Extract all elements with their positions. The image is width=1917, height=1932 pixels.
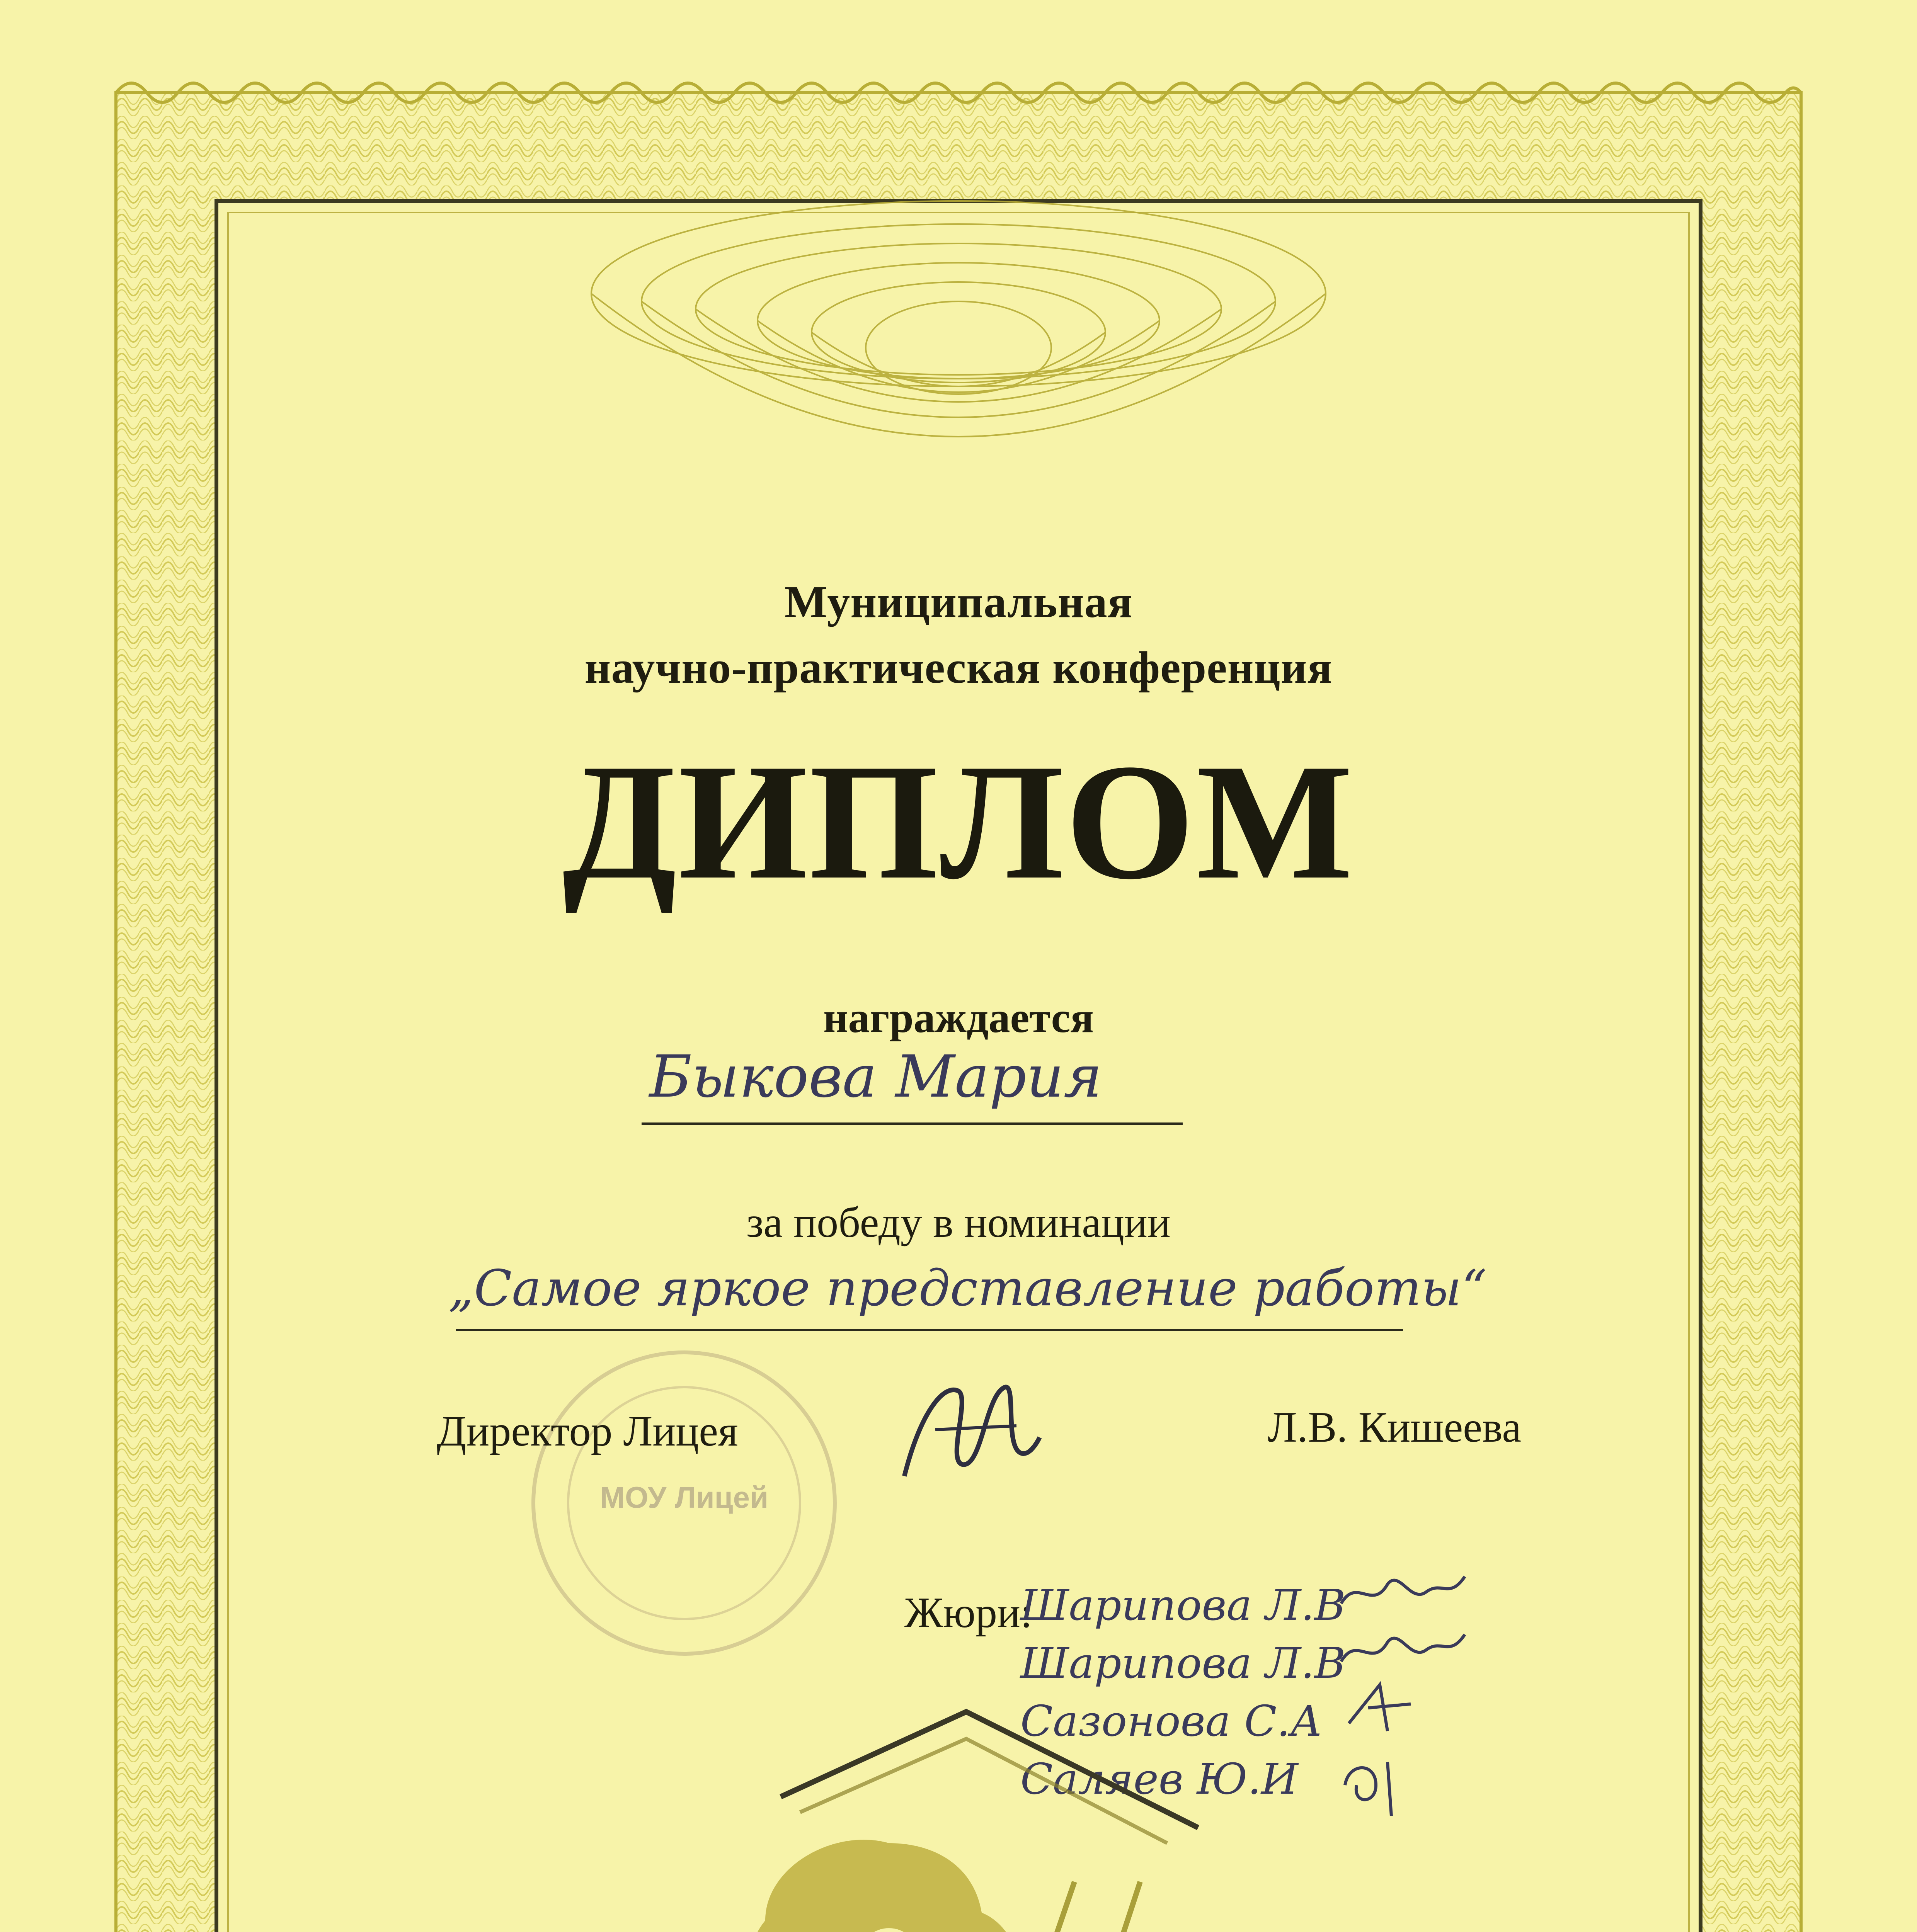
official-stamp [526,1345,843,1662]
director-label: Директор Лицея [437,1407,738,1455]
nomination-text: „Самое яркое представление работы“ [448,1260,1487,1317]
conference-line-1: Муниципальная [784,577,1133,627]
recipient-underline [642,1122,1183,1125]
nomination-underline [456,1329,1403,1331]
stamp-text: МОУ Лицей [600,1480,768,1514]
director-name: Л.В. Кишеева [1268,1403,1522,1451]
start-logo [618,1681,1237,1932]
diploma-title: ДИПЛОМ [562,730,1355,914]
conference-line-2: научно-практическая конференция [584,642,1333,693]
jury-label: Жюри: [904,1589,1033,1637]
jury-member-1: Шарипова Л.В [1020,1580,1346,1630]
jury-member-4: Саляев Ю.И [1020,1754,1298,1804]
jury-member-2: Шарипова Л.В [1020,1638,1346,1688]
award-label: награждается [823,994,1094,1042]
director-signature [889,1368,1044,1495]
jury-member-3: Сазонова С.А [1020,1696,1323,1746]
jury-signatures [1333,1569,1496,1816]
reason-label: за победу в номинации [746,1199,1171,1247]
recipient-name: Быкова Мария [649,1043,1102,1111]
